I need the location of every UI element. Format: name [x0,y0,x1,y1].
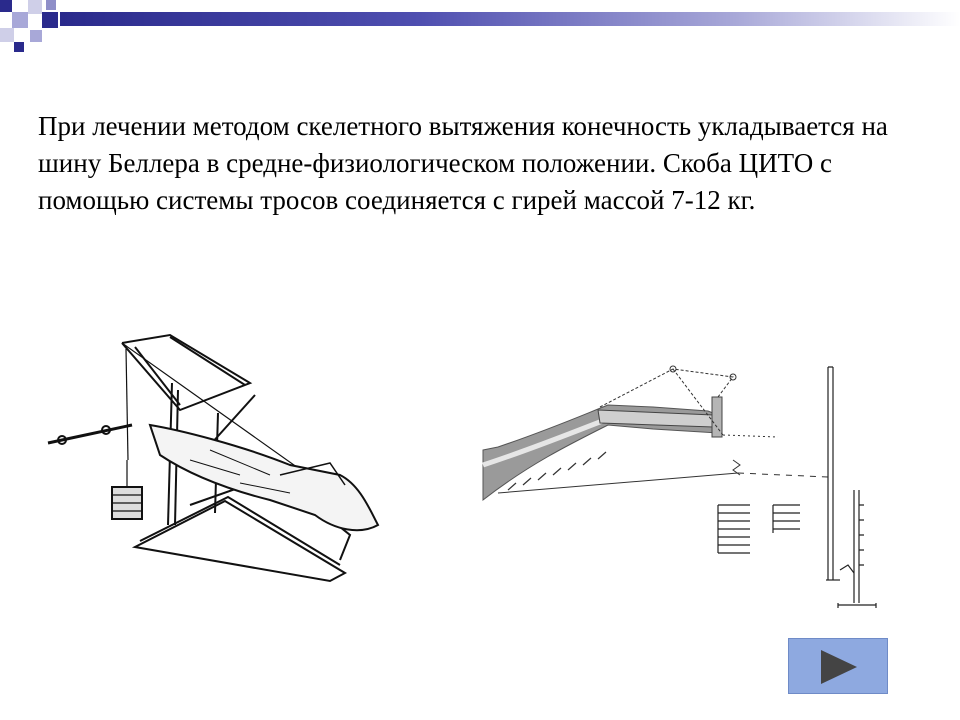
play-triangle-icon [789,639,889,695]
beller-splint-illustration [40,325,400,590]
deco-square [30,30,42,42]
deco-square [0,0,12,12]
deco-square [42,12,58,28]
traction-schematic-illustration [478,355,888,610]
deco-square [46,0,56,10]
slide-body-text: При лечении методом скелетного вытяжения конечность укладывается на шину Беллера в средне-физиологическом положении. Скоба ЦИТО с помощью системы тросов соединяется с гирей массой 7-12 кг. [38,111,888,215]
deco-square [14,42,24,52]
deco-square [12,12,28,28]
header-gradient-bar [60,12,960,26]
deco-square [0,28,14,42]
next-slide-button[interactable] [788,638,888,694]
deco-square [28,0,42,14]
